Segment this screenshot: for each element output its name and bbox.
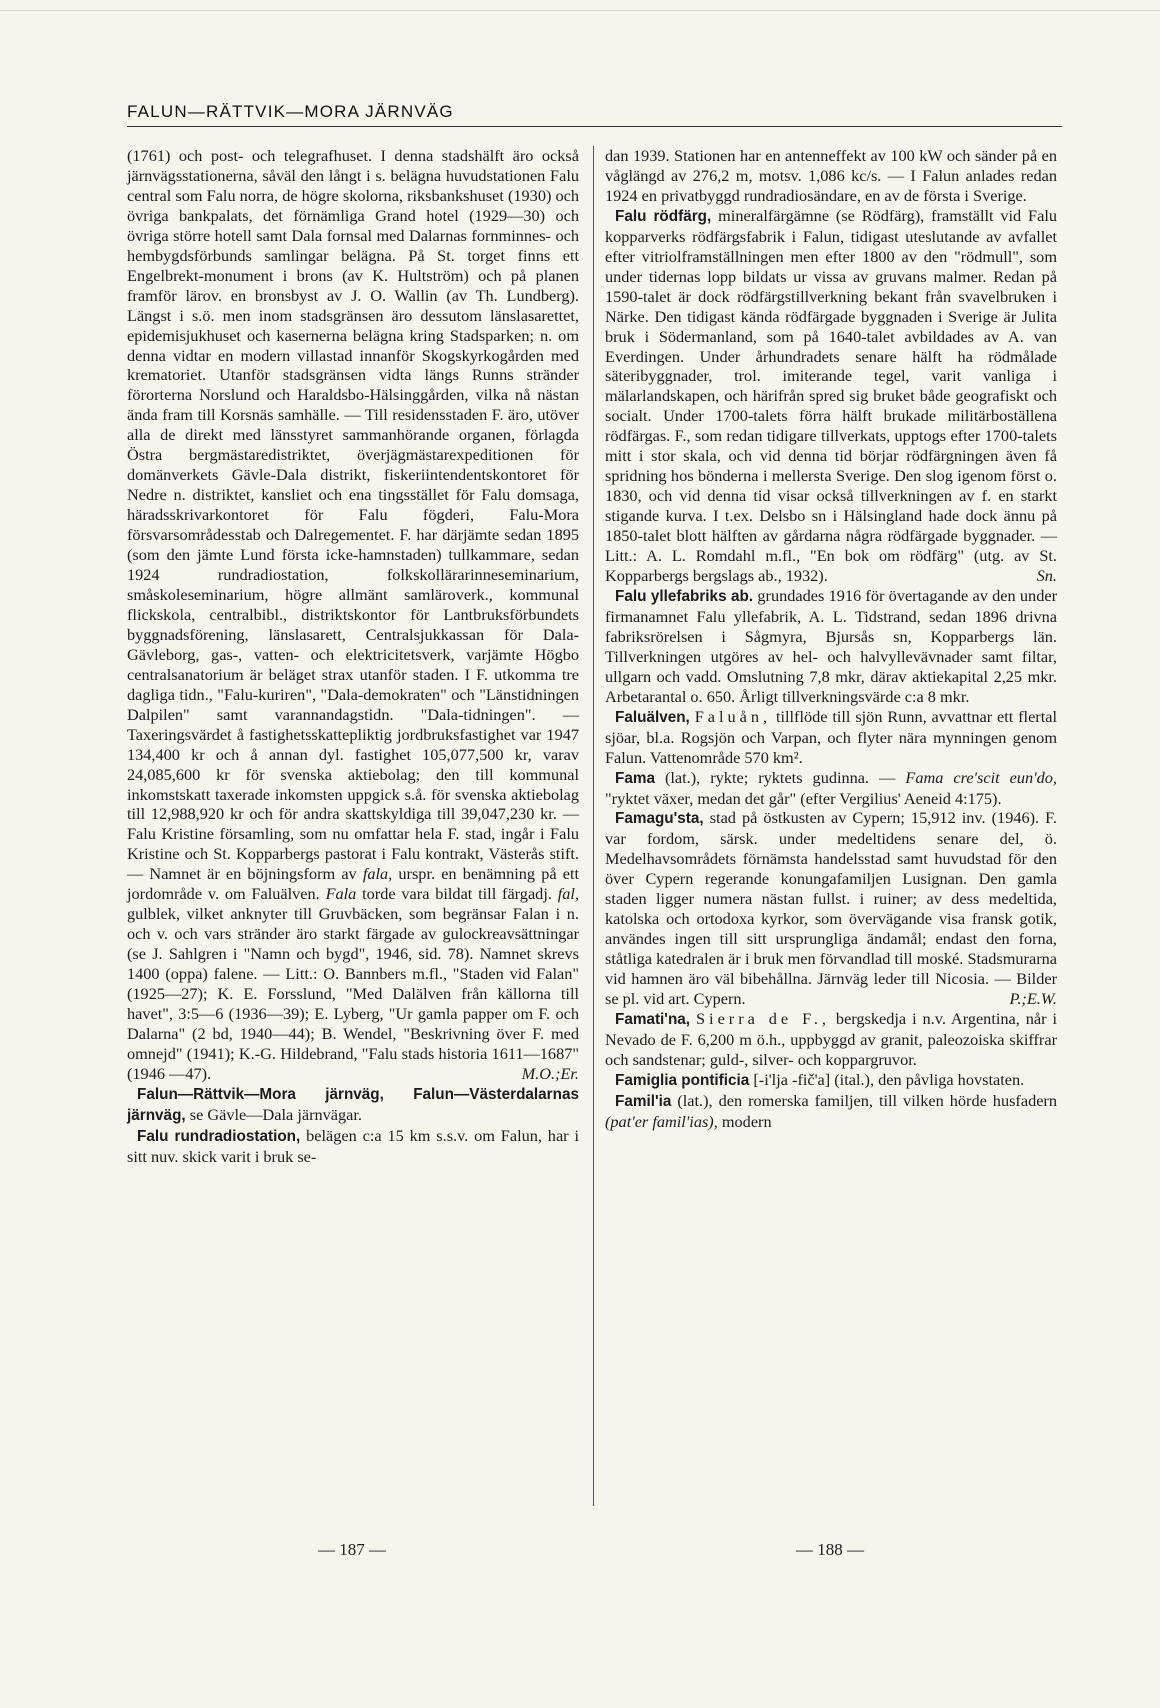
rundradio-continued-paragraph: dan 1939. Stationen har en antenneffekt av 100 kW och sänder på en våglängd av 276,2 m, motsv. 1,086 kc/s. — I Falun anlades redan 1924 en privatbyggd rundradiosändare, en av de första i Sverige.	[605, 146, 1057, 205]
author-signature: M.O.;Er.	[521, 1063, 579, 1083]
falun-continued-paragraph: (1761) och post- och telegrafhuset. I denna stadshälft äro också järnvägsstationerna, såväl den långt i s. belägna huvudstationen Falu central som Falu norra, de högre skolorna, riksbankshuset (1930) och övriga bankpalats, det förnämliga Grand hotel (1929—30) och övriga större hotell samt Dala fornsal med Dalarnas fornminnes- och hembygdsförbunds samlingar belägna. På St. torget finns ett Engelbrekt-monument i brons (av K. Hultström) och på planen framför lärov. en bronsbyst av J. O. Wallin (av Th. Lundberg). Längst i s.ö. men inom stadsgränsen äro dessutom länslasarettet, epidemisjukhuset och kasernerna belägna kring Stadsparken; n. om denna vidtar en modern villastad innanför Skogskyrkogården med krematoriet. Utanför stadsgränsen vidta längs Runns stränder förorterna Norslund och Haraldsbo-Hälsinggården, vilka nå nästan ända fram till Korsnäs samhälle. — Till residensstaden F. äro, utöver alla de direkt med länsstyret sammanhörande organen, förlagda Östra bergmästaredistriktet, överjägmästarexpeditionen för domänverkets Gävle-Dala distrikt, fiskeriintendentskontoret för Nedre n. distriktet, kansliet och ena tingsstället för Falu domsaga, häradsskrivarkontoret för Falu fögderi, Falu-Mora försvarsområdesstab och Dalregementet. F. har därjämte sedan 1895 (som den jämte Lund första icke-hamnstaden) tullkammare, sedan 1924 rundradiostation, folkskollärarinneseminarium, småskoleseminarium, högre allmänt samläroverk., kommunal flickskola, centralbibl., distriktskontor för Lantbruksförbundets byggnadsförening, länslasarett, Centralsjukkassan för Dala-Gävleborg, gas-, vatten- och elektricitetsverk, varjämte Högbo centralsanatorium är beläget strax utanför staden. I F. utkomma tre dagliga tidn., "Falu-kuriren", "Dala-demokraten" och "Länstidningen Dalpilen" samt varannandagstidn. "Dala-tidningen". — Taxeringsvärdet å fastighetsskattepliktig jordbruksfastighet var 1947 134,400 kr och å annan dyl. fastighet 105,077,500 kr, varav 24,085,600 kr för svenska aktiebolag; den till kommunal inkomstskatt taxerade inkomsten uppgick s.å. för svenska aktiebolag till 12,988,920 kr och för andra skattskyldiga till 39,047,230 kr. — Falu Kristine församling, som nu omfattar hela F. stad, ingår i Falu Kristine och St. Kopparbergs pastorat i Falu kontrakt, Västerås stift. — Namnet är en böjningsform av fala, urspr. en benämning på ett jordområde v. om Faluälven. Fala torde vara bildat till färgadj. fal, gulblek, vilket anknyter till Gruvbäcken, som begränsar Falan i n. och v. och vars stränder äro starkt färgade av gulockreavsättningar (se J. Sahlgren i "Namn och bygd", 1946, sid. 78). Namnet skrevs 1400 (oppa) falene. — Litt.: O. Bannbers m.fl., "Staden vid Falan" (1925—27); K. E. Forsslund, "Med Dalälven från källorna till havet", 3:5—6 (1936—39); E. Lyberg, "Ur gamla papper om F. och Dalarna" (2 bd, 1940—44); B. Wendel, "Beskrivning över F. med omnejd" (1941); K.-G. Hildebrand, "Falu stads historia 1611—1687" (1946 —47). M.O.;Er.	[127, 146, 580, 1083]
entry-headword: Falu rödfärg,	[615, 207, 712, 225]
entry-headword: Fama	[615, 769, 655, 787]
entry-headword: Faluälven,	[615, 708, 690, 726]
entry-headword: Famati'na,	[615, 1010, 691, 1028]
left-column	[127, 146, 579, 1167]
entry-falu-yllefabriks: Falu yllefabriks ab. grundades 1916 för övertagande av den under firmanamnet Falu yllefabrik, A. L. Tidstrand, sedan 1896 drivna fabriksrörelsen i Sågmyra, Bjursås sn, Kopparbergs län. Tillverkningen utgöres av hel- och halvyllevävnader samt filtar, ullgarn och vadd. Omslutning 7,8 mkr, därav aktiekapital 2,25 mkr. Arbetarantal o. 650. Årligt tillverkningsvärde c:a 8 mkr.	[605, 585, 1057, 706]
entry-headword: Falu yllefabriks ab.	[615, 587, 754, 605]
entry-falu-rundradiostation: Falu rundradiostation, belägen c:a 15 km s.s.v. om Falun, har i sitt nuv. skick varit i bruk se-	[127, 1125, 579, 1166]
column-divider	[593, 146, 594, 1506]
entry-falun-rattvik-mora: Falun—Rättvik—Mora järnväg, Falun—Västerdalarnas järnväg, se Gävle—Dala järnvägar.	[127, 1085, 579, 1124]
entry-falualven: Faluälven, Faluån, tillflöde till sjön Runn, avvattnar ett flertal sjöar, bl.a. Rogsjön och Varpan, och flyter nära mynningen genom Falun. Vattenområde 570 km².	[605, 706, 1057, 767]
entry-falu-rodfarg: Falu rödfärg, mineralfärgämne (se Rödfärg), framställt vid Falu kopparverks rödfärgsfabrik i Falun, tidigast uteslutande av avfallet efter vitriolframställningen men efter 1800 av den "rödmull", som under tidernas lopp bildats ur vissa av gruvans malmer. Redan på 1590-talet är dock rödfärgstillverkning bekant från svavelbruken i Närke. Den tidigast kända rödfärgade byggnaden i Sverige är Julita bruk i Södermanland, som på 1640-talet avbildades av A. van Everdingen. Under århundradets senare hälft ha rödmålade säteribyggnader, trol. imiterande tegel, varit vanliga i mälarlandskapen, och härifrån spred sig bruket både geografiskt och socialt. Under 1700-talets förra hälft brukade militärboställena rödfärgas. F., som redan tidigare tillverkats, upptogs efter 1700-talets mitt i stor skala, och vid denna tid börjar rödfärgningen även få spridning hos bönderna i mellersta Sverige. Den slog igenom först o. 1830, och vid denna tid visar också tillverkningen av f. en starkt stigande kurva. I t.ex. Delsbo sn i Hälsingland hade dock ännu på 1850-talet blott hälften av gårdarna några rödfärgade byggnader. — Litt.: A. L. Romdahl m.fl., "En bok om rödfärg" (utg. av St. Kopparbergs bergslags ab., 1932). Sn.	[605, 205, 1057, 586]
entry-famagusta: Famagu'sta, stad på östkusten av Cypern; 15,912 inv. (1946). F. var fordom, särsk. under medeltidens senare del, ö. Medelhavsområdets förnämsta handelsstad samt huvudstad för den över Cypern regerande konungafamiljen Lusignan. Den gamla staden ligger numera nästan fullst. i ruiner; av dess medeltida, katolska och ortodoxa kyrkor, som övervägande visa fransk gotik, användes ingen till sitt ursprungliga ändamål; endast den forna, ståtliga katedralen är i bruk men förvandlad till moské. Stadsmurarna vid hamnen äro väl bibehållna. Järnväg leder till Nicosia. — Bilder se pl. vid art. Cypern. P.;E.W.	[605, 808, 1057, 1009]
page-number-left: — 187 —	[318, 1540, 386, 1559]
entry-famiglia-pontificia: Famiglia pontificia [-i'lja -fič'a] (ital.), den påvliga hovstaten.	[615, 1069, 1025, 1089]
entry-familia: Famil'ia (lat.), den romerska familjen, till vilken hörde husfadern (pat'er famil'ias), modern	[605, 1090, 1057, 1131]
author-signature: P.;E.W.	[1009, 989, 1057, 1009]
entry-famatina: Famati'na, Sierra de F., bergskedja i n.v. Argentina, når i Nevado de F. 6,200 m ö.h., uppbyggd av granit, paleozoiska skiffrar och sandstenar; guld-, silver- och koppargruvor.	[605, 1008, 1057, 1069]
entry-fama: Fama (lat.), rykte; ryktets gudinna. — Fama cre'scit eun'do, "ryktet växer, medan det går" (efter Vergilius' Aeneid 4:175).	[605, 767, 1057, 808]
entry-headword: Falu rundradiostation,	[137, 1127, 301, 1145]
page-title: FALUN—RÄTTVIK—MORA JÄRNVÄG	[127, 102, 454, 121]
page-number-right: — 188 —	[796, 1540, 864, 1559]
entry-headword: Famiglia pontificia	[615, 1071, 750, 1089]
author-signature: Sn.	[1036, 566, 1057, 586]
right-column	[605, 146, 1057, 1132]
entry-headword: Famil'ia	[615, 1092, 672, 1110]
entry-headword: Falun—Rättvik—Mora järnväg, Falun—Västerdalarnas järnväg,	[127, 1085, 579, 1124]
running-header	[127, 102, 1062, 127]
entry-headword: Famagu'sta,	[615, 810, 704, 828]
scan-edge-rule	[0, 10, 1160, 11]
